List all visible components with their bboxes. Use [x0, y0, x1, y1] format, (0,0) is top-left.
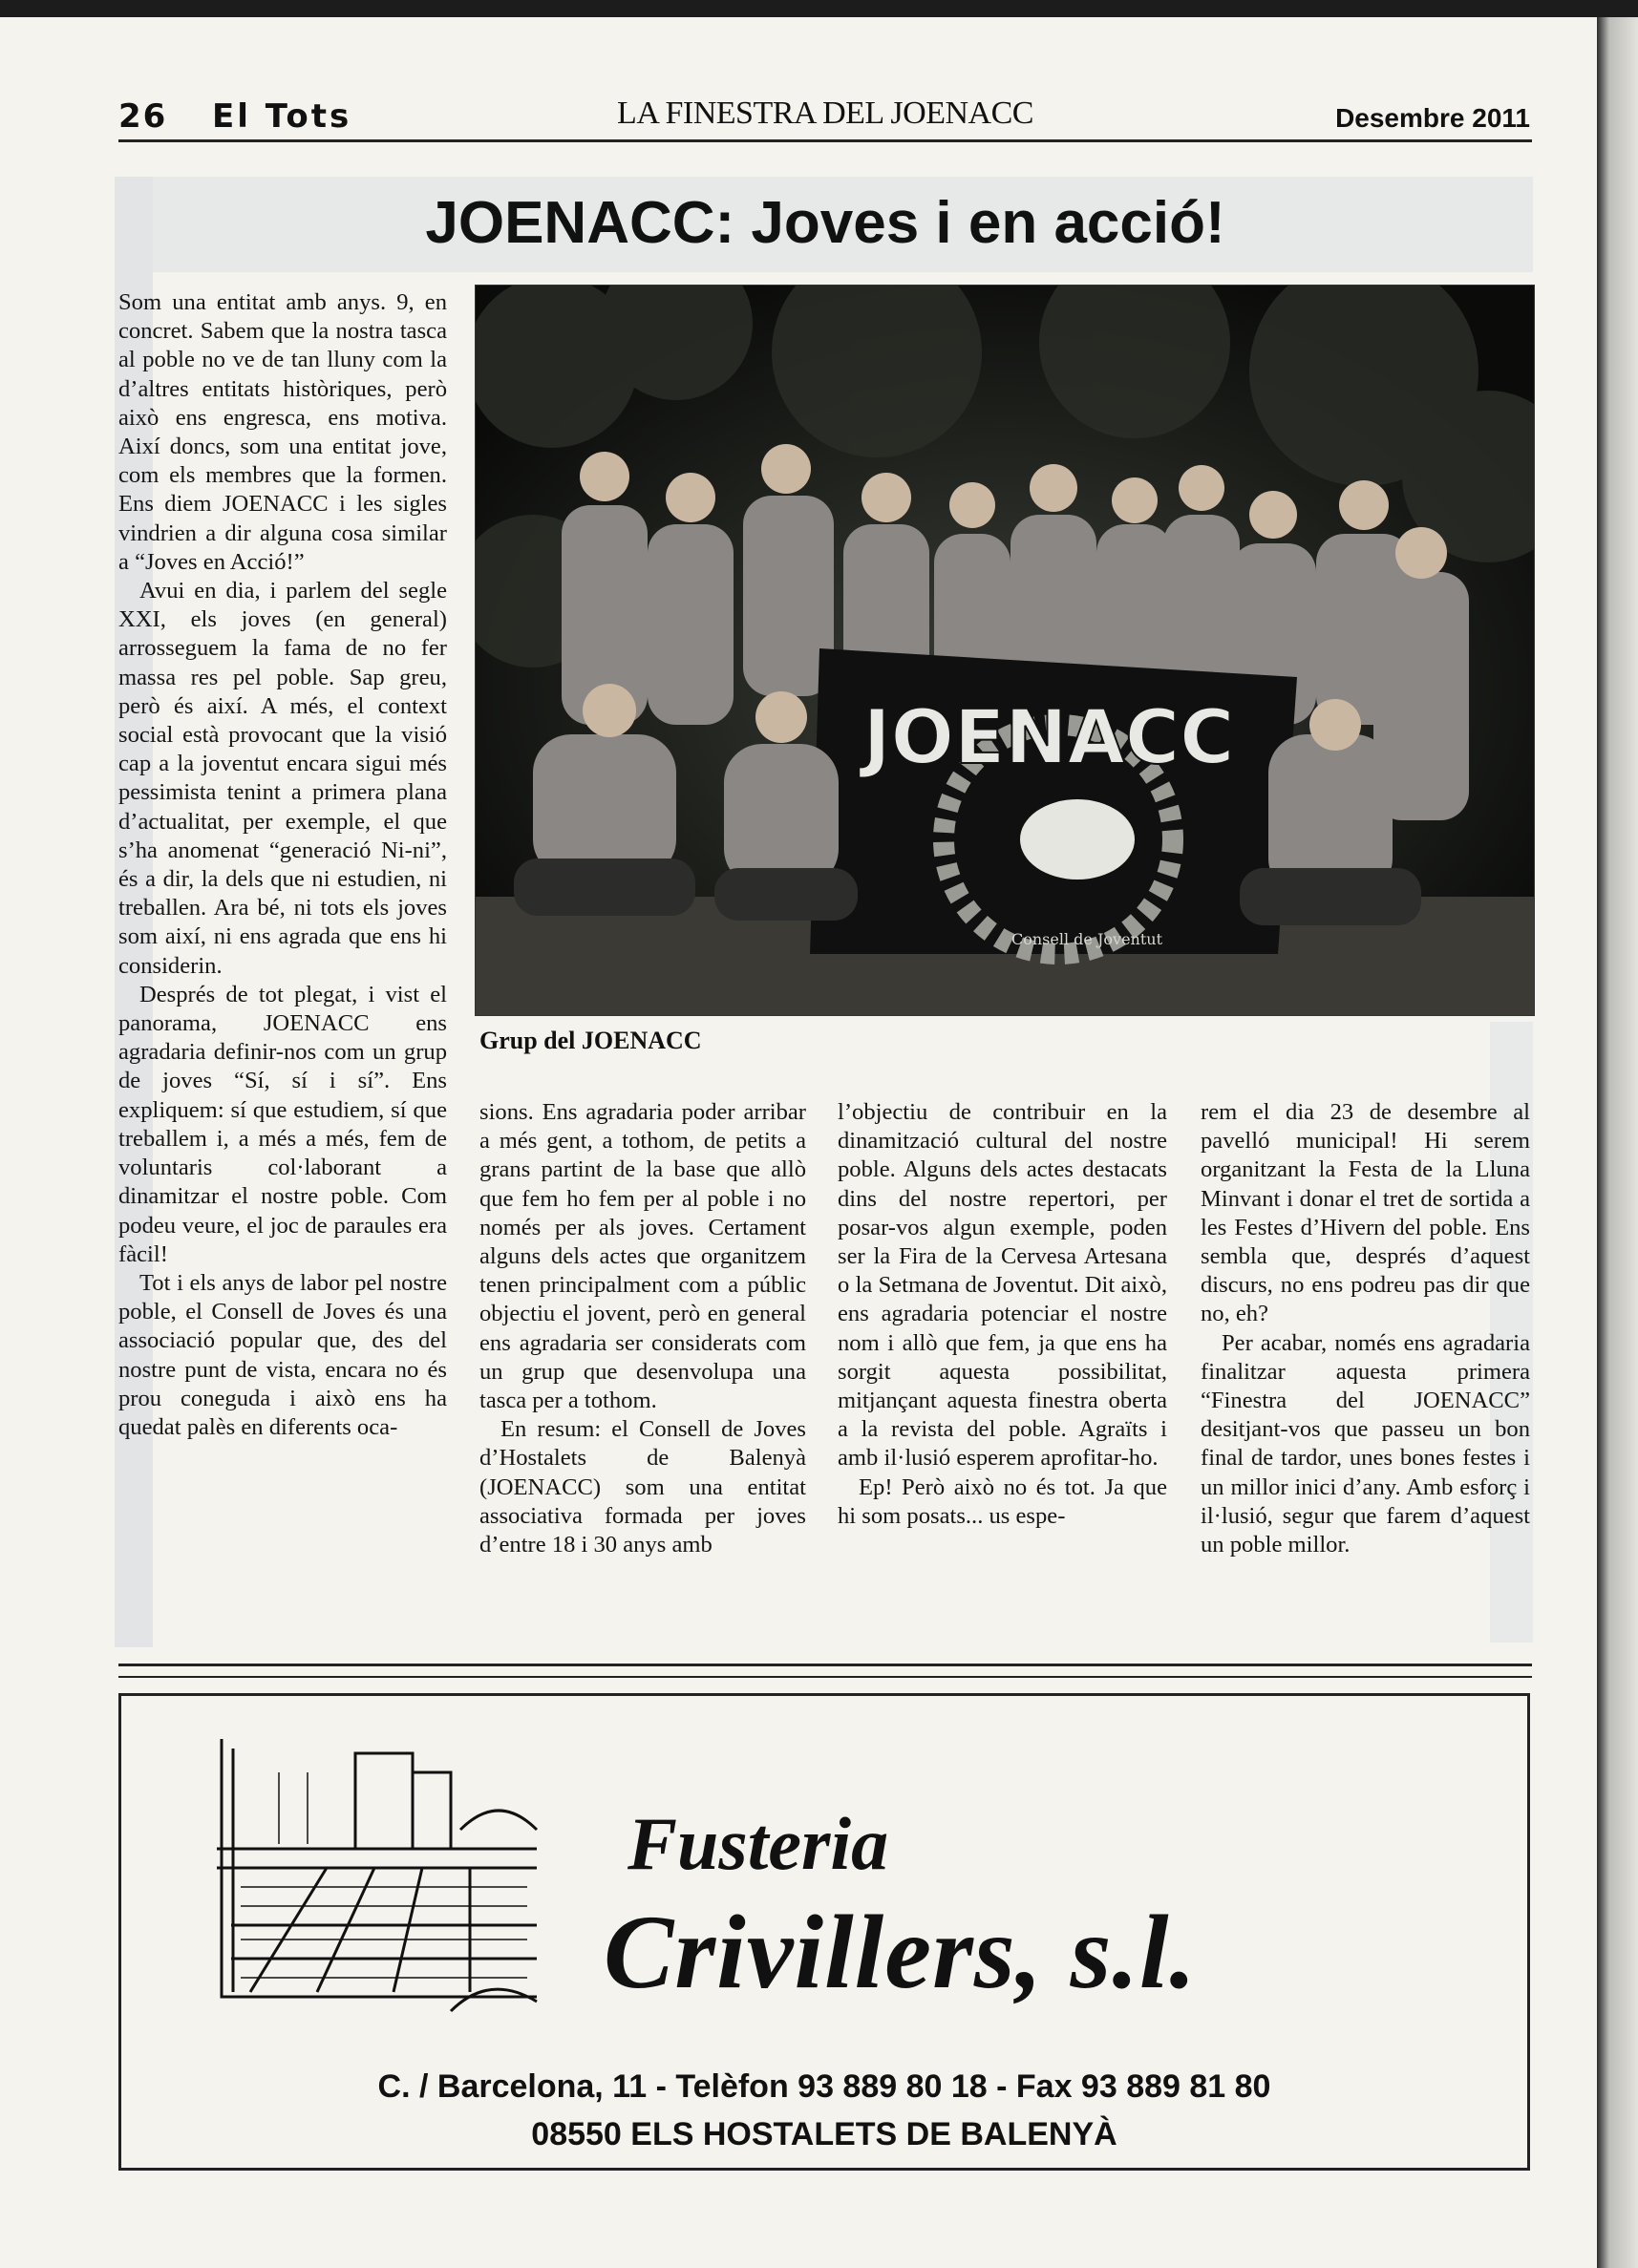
- paragraph: Per acabar, només ens agradaria finalitzar aquesta primera “Finestra del JOENACC” desitjant-vos que passeu un bon final de tardor, unes bones festes i un millor inici d’any. Amb esforç i il·lusió, segur que farem d’aquest un poble millor.: [1201, 1329, 1530, 1558]
- section-title: LA FINESTRA DEL JOENACC: [617, 95, 1033, 131]
- article-column-4: [1201, 1098, 1530, 1559]
- magazine-name: El Tots: [212, 97, 352, 136]
- paragraph: En resum: el Consell de Joves d’Hostalets de Balenyà (JOENACC) som una entitat associativa formada per joves d’entre 18 i 30 anys amb: [479, 1416, 806, 1558]
- next-page-edge: [1597, 17, 1638, 2268]
- photo-caption: Grup del JOENACC: [479, 1027, 702, 1054]
- article-title: JOENACC: Joves i en acció!: [425, 190, 1225, 256]
- group-photo: [475, 285, 1535, 1016]
- article-column-3: [838, 1098, 1167, 1531]
- section-divider: [118, 1664, 1532, 1678]
- paragraph: sions. Ens agradaria poder arribar a més gent, a tothom, de petits a grans partint de la base que allò que fem ho fem per al poble i no només per als joves. Certament alguns dels actes que organitzem tenen principalment com a públic objectiu el jovent, però en general ens agradaria ser considerats com un grup que desenvolupa una tasca per a tothom.: [479, 1099, 806, 1414]
- woodwork-illustration: [212, 1734, 546, 2021]
- banner-subtext: Consell de Joventut: [1011, 930, 1162, 948]
- issue-date: Desembre 2011: [1335, 103, 1530, 133]
- banner-logo-text: JOENACC: [862, 695, 1235, 781]
- paragraph: Som una entitat amb anys. 9, en concret. Sabem que la nostra tasca al poble no ve de tan lluny com la d’altres entitats històriques, però això ens engresca, ens motiva. Així doncs, som una entitat jove, com els membres que la formen. Ens diem JOENACC i les sigles vindrien a dir alguna cosa similar a “Joves en Acció!”: [118, 289, 447, 575]
- article-column-1: [118, 288, 447, 1442]
- paragraph: rem el dia 23 de desembre al pavelló municipal! Hi serem organitzant la Festa de la Lluna Minvant i donar el tret de sortida a les Festes d’Hivern del poble. Ens sembla que, després d’aquest discurs, no ens podreu pas dir que no, eh?: [1201, 1099, 1530, 1327]
- paragraph: l’objectiu de contribuir en la dinamització cultural del nostre poble. Alguns dels actes destacats dins del nostre repertori, per posar-vos algun exemple, poden ser la Fira de la Cervesa Artesana o la Setmana de Joventut. Dit això, ens agradaria potenciar el nostre nom i allò que fem, ja que ens ha sorgit aquesta possibilitat, mitjançant aquesta finestra oberta a la revista del poble. Agraïts i amb il·lusió esperem aprofitar-ho.: [838, 1099, 1167, 1472]
- ad-city: 08550 ELS HOSTALETS DE BALENYÀ: [531, 2116, 1117, 2152]
- paragraph: Ep! Però això no és tot. Ja que hi som posats... us espe-: [838, 1473, 1167, 1529]
- ad-business-name-line1: Fusteria: [628, 1802, 889, 1885]
- paragraph: Tot i els anys de labor pel nostre poble, el Consell de Joves és una associació popular que, des del nostre punt de vista, encara no és prou coneguda i això ens ha quedat palès en diferents oca-: [118, 1269, 447, 1440]
- page-header: [118, 94, 1532, 142]
- paragraph: Avui en dia, i parlem del segle XXI, els joves (en general) arrosseguem la fama de no fer massa res pel poble. Sap greu, però és així. A més, el context social està provocant que la visió cap a la joventut encara sigui més pessimista tenint a primera plana d’actualitat, per exemple, el que s’ha anomenat “generació Ni-ni”, és a dir, la dels que ni estudien, ni treballen. Ara bé, ni tots els joves som així, ni ens agrada que ens hi considerin.: [118, 578, 447, 979]
- ad-address: C. / Barcelona, 11 - Telèfon 93 889 80 18 - Fax 93 889 81 80: [377, 2068, 1271, 2105]
- article-column-2: [479, 1098, 806, 1559]
- page-number: 26: [118, 97, 168, 136]
- paragraph: Després de tot plegat, i vist el panorama, JOENACC ens agradaria definir-nos com un grup de joves “Sí, sí i sí”. Ens expliquem: sí que estudiem, sí que treballem i, a més a més, fem de voluntaris col·laborant a dinamitzar el nostre poble. Com podeu veure, el joc de paraules era fàcil!: [118, 981, 447, 1267]
- ad-business-name-line2: Crivillers, s.l.: [604, 1894, 1198, 2010]
- advertisement-box: [118, 1693, 1530, 2171]
